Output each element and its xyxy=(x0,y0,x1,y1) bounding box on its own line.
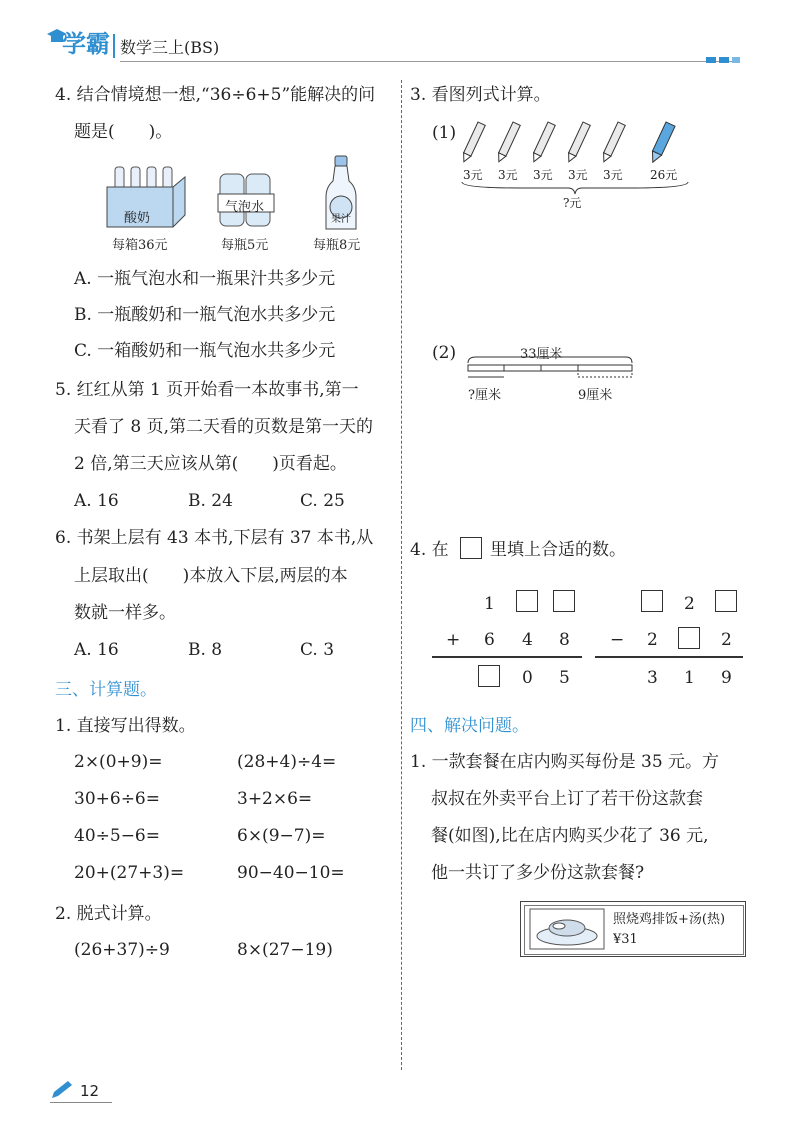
answer-box[interactable] xyxy=(478,665,500,687)
q5-line-2: 天看了 8 页,第二天看的页数是第一天的 xyxy=(74,417,374,437)
q4-option-a: A. 一瓶气泡水和一瓶果汁共多少元 xyxy=(74,269,336,289)
digit: 0 xyxy=(522,668,533,688)
logo: 学霸 xyxy=(62,30,110,58)
total-cost-label: ?元 xyxy=(563,196,582,210)
q6-option-c: C. 3 xyxy=(300,640,335,660)
answer-box[interactable] xyxy=(553,590,575,612)
section-3-heading: 三、计算题。 xyxy=(55,680,157,700)
problem-1-line-3: 餐(如图),比在店内购买少花了 36 元, xyxy=(431,826,709,846)
q6-line-2: 上层取出( )本放入下层,两层的本 xyxy=(74,566,348,586)
q3-part1-label: (1) xyxy=(432,123,457,143)
digit: 2 xyxy=(647,630,658,650)
digit: 8 xyxy=(559,630,570,650)
yogurt-label: 酸奶 xyxy=(124,211,151,226)
digit: 3 xyxy=(647,668,658,688)
meal-card-price: ¥31 xyxy=(613,932,638,947)
q3-part2-label: (2) xyxy=(432,343,457,363)
q3-title: 3. 看图列式计算。 xyxy=(410,85,551,105)
calc-expr: 20+(27+3)= xyxy=(74,863,185,883)
juice-label: 果汁 xyxy=(331,214,351,225)
digit: 1 xyxy=(484,594,495,614)
answer-box[interactable] xyxy=(641,590,663,612)
header-subtitle: 数学三上(BS) xyxy=(120,38,220,57)
step-calc-expr: 8×(27−19) xyxy=(237,940,333,960)
calc-expr: 40÷5−6= xyxy=(74,826,160,846)
digit: 4 xyxy=(522,630,533,650)
q5-option-c: C. 25 xyxy=(300,491,345,511)
juice-price: 每瓶8元 xyxy=(313,238,361,253)
pencil-price: 3元 xyxy=(463,168,483,182)
problem-1-line-2: 叔叔在外卖平台上订了若干份这款套 xyxy=(431,789,703,809)
sparkling-water-price: 每瓶5元 xyxy=(221,238,269,253)
unknown-length-label: ?厘米 xyxy=(468,388,501,403)
meal-card xyxy=(520,901,746,957)
q6-line-3: 数就一样多。 xyxy=(74,603,176,623)
problem-1-line-4: 他一共订了多少份这款套餐? xyxy=(431,863,645,883)
answer-box[interactable] xyxy=(678,627,700,649)
digit: 5 xyxy=(559,668,570,688)
footer-rule xyxy=(50,1102,112,1103)
digit: 6 xyxy=(484,630,495,650)
sum-line xyxy=(432,656,582,658)
q4-option-c: C. 一箱酸奶和一瓶气泡水共多少元 xyxy=(74,341,336,361)
q6-option-b: B. 8 xyxy=(188,640,223,660)
q5-line-3: 2 倍,第三天应该从第( )页看起。 xyxy=(74,454,347,474)
pencil-price: 3元 xyxy=(498,168,518,182)
pencil-icon xyxy=(50,1080,74,1100)
part-length-label: 9厘米 xyxy=(578,388,613,403)
calc-expr: 90−40−10= xyxy=(237,863,345,883)
q6-line-1: 6. 书架上层有 43 本书,下层有 37 本书,从 xyxy=(55,528,374,548)
answer-box[interactable] xyxy=(516,590,538,612)
digit: 1 xyxy=(684,668,695,688)
q6-option-a: A. 16 xyxy=(74,640,119,660)
q5-option-b: B. 24 xyxy=(188,491,233,511)
segment-diagram xyxy=(466,355,636,387)
q5-option-a: A. 16 xyxy=(74,491,119,511)
difference-line xyxy=(595,656,743,658)
calc-expr: 6×(9−7)= xyxy=(237,826,326,846)
step-calc-expr: (26+37)÷9 xyxy=(74,940,170,960)
calc-expr: 3+2×6= xyxy=(237,789,313,809)
yogurt-price: 每箱36元 xyxy=(112,238,168,253)
calc-expr: (28+4)÷4= xyxy=(237,752,337,772)
total-length-label: 33厘米 xyxy=(520,347,563,362)
pen-price: 26元 xyxy=(650,168,678,182)
pencil-price: 3元 xyxy=(568,168,588,182)
header-decor xyxy=(706,48,740,67)
q4-option-b: B. 一瓶酸奶和一瓶气泡水共多少元 xyxy=(74,305,336,325)
pencil-price: 3元 xyxy=(603,168,623,182)
header-rule xyxy=(120,61,740,62)
calc-1-title: 1. 直接写出得数。 xyxy=(55,716,196,736)
section-4-heading: 四、解决问题。 xyxy=(410,716,529,736)
column-divider xyxy=(401,80,402,1070)
pencil-price: 3元 xyxy=(533,168,553,182)
q5-line-1: 5. 红红从第 1 页开始看一本故事书,第一 xyxy=(55,380,359,400)
header xyxy=(0,0,800,70)
q4r-text-pre: 4. 在 xyxy=(410,540,449,560)
digit: 2 xyxy=(684,594,695,614)
minus-sign: − xyxy=(610,630,625,650)
answer-box-sample xyxy=(460,537,482,559)
sparkling-water-label: 气泡水 xyxy=(225,200,265,215)
q4r-text-post: 里填上合适的数。 xyxy=(490,540,626,560)
header-divider xyxy=(113,34,115,58)
pencils-image xyxy=(460,120,690,166)
q4-text-1: 4. 结合情境想一想,“36÷6+5”能解决的问 xyxy=(55,85,376,105)
page-number: 12 xyxy=(80,1082,100,1100)
plus-sign: + xyxy=(446,630,461,650)
calc-expr: 30+6÷6= xyxy=(74,789,160,809)
calc-expr: 2×(0+9)= xyxy=(74,752,163,772)
problem-1-line-1: 1. 一款套餐在店内购买每份是 35 元。方 xyxy=(410,752,720,772)
calc-2-title: 2. 脱式计算。 xyxy=(55,904,162,924)
answer-box[interactable] xyxy=(715,590,737,612)
q4-text-2: 题是( )。 xyxy=(74,122,173,142)
digit: 9 xyxy=(721,668,732,688)
meal-card-title: 照烧鸡排饭+汤(热) xyxy=(613,912,726,927)
meal-plate-image xyxy=(529,908,605,950)
digit: 2 xyxy=(721,630,732,650)
